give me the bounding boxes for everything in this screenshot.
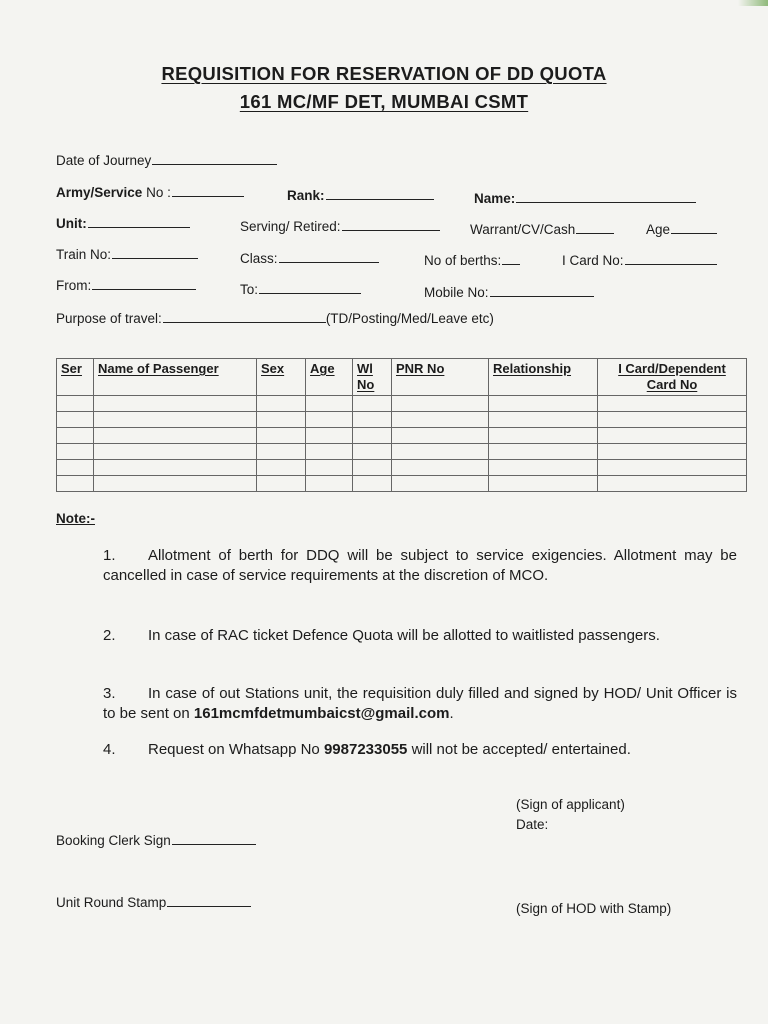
col-age: Age <box>306 359 353 396</box>
note-heading: Note:- <box>56 511 95 526</box>
no-of-berths-blank[interactable] <box>502 251 520 265</box>
class-field[interactable] <box>240 249 379 266</box>
purpose-label: Purpose of travel: <box>56 311 162 326</box>
class-label: Class: <box>240 251 278 266</box>
rank-label: Rank: <box>287 188 325 203</box>
serving-retired-blank[interactable] <box>342 217 440 231</box>
booking-clerk-label: Booking Clerk Sign <box>56 833 171 848</box>
train-no-blank[interactable] <box>112 245 198 259</box>
to-blank[interactable] <box>259 280 361 294</box>
icard-no-blank[interactable] <box>625 251 717 265</box>
name-field[interactable] <box>474 189 696 206</box>
form-title-line1: REQUISITION FOR RESERVATION OF DD QUOTA <box>161 63 607 84</box>
date-of-journey-blank[interactable] <box>152 151 277 165</box>
booking-clerk-blank[interactable] <box>172 831 256 845</box>
army-service-label: Army/Service <box>56 185 143 200</box>
col-relationship: Relationship <box>489 359 598 396</box>
mobile-no-label: Mobile No: <box>424 285 489 300</box>
unit-round-stamp-label: Unit Round Stamp <box>56 895 167 910</box>
to-field[interactable] <box>240 280 361 297</box>
train-no-label: Train No: <box>56 247 112 262</box>
serving-retired-field[interactable] <box>240 217 440 234</box>
col-pnr-no: PNR No <box>392 359 489 396</box>
note-item-3: 3. In case of out Stations unit, the requisition duly filled and signed by HOD/ Unit Officer is to be sent on 161mcmfdetmumbaicst@gmail.com. <box>103 685 737 722</box>
no-of-berths-label: No of berths: <box>424 253 502 268</box>
date-of-journey-label: Date of Journey <box>56 153 152 168</box>
mobile-no-field[interactable] <box>424 283 594 300</box>
col-sex: Sex <box>257 359 306 396</box>
class-blank[interactable] <box>279 249 379 263</box>
table-row[interactable] <box>57 460 747 476</box>
table-row[interactable] <box>57 444 747 460</box>
icard-no-field[interactable] <box>562 251 717 268</box>
note-item-1: 1. Allotment of berth for DDQ will be subject to service exigencies. Allotment may be cancelled in case of service requirements at the discretion of MCO. <box>103 547 737 584</box>
train-no-field[interactable] <box>56 245 198 262</box>
unit-field[interactable] <box>56 214 190 231</box>
rank-blank[interactable] <box>326 186 434 200</box>
warrant-blank[interactable] <box>576 220 614 234</box>
col-name-of-passenger: Name of Passenger <box>94 359 257 396</box>
form-title-line2: 161 MC/MF DET, MUMBAI CSMT <box>239 91 529 112</box>
name-label: Name: <box>474 191 516 206</box>
unit-label: Unit: <box>56 216 87 231</box>
age-field[interactable] <box>646 220 717 237</box>
serving-retired-label: Serving/ Retired: <box>240 219 341 234</box>
name-blank[interactable] <box>516 189 696 203</box>
army-no-blank[interactable] <box>172 183 244 197</box>
purpose-hint: (TD/Posting/Med/Leave etc) <box>325 311 494 326</box>
whatsapp-number: 9987233055 <box>323 741 408 758</box>
paper-corner-edge <box>738 0 768 6</box>
passenger-table <box>56 358 747 492</box>
to-label: To: <box>240 282 259 297</box>
from-blank[interactable] <box>92 276 196 290</box>
col-ser: Ser <box>57 359 94 396</box>
unit-round-stamp-field[interactable] <box>56 893 251 910</box>
no-label: No : <box>146 185 171 200</box>
age-blank[interactable] <box>671 220 717 234</box>
rank-field[interactable] <box>287 186 434 203</box>
note-item-2: 2. In case of RAC ticket Defence Quota will be allotted to waitlisted passengers. <box>103 627 660 644</box>
applicant-date-label: Date: <box>516 817 549 832</box>
sign-of-applicant-label: (Sign of applicant) <box>516 797 625 812</box>
purpose-of-travel-field[interactable] <box>56 309 494 326</box>
no-of-berths-field[interactable] <box>424 251 520 268</box>
table-row[interactable] <box>57 476 747 492</box>
col-card-no: I Card/Dependent Card No <box>598 359 747 396</box>
mobile-no-blank[interactable] <box>490 283 594 297</box>
date-of-journey-field[interactable] <box>56 151 277 168</box>
icard-no-label: I Card No: <box>562 253 624 268</box>
from-field[interactable] <box>56 276 196 293</box>
table-header-row <box>57 359 747 396</box>
age-label: Age <box>646 222 671 237</box>
col-wl-no: Wl No <box>353 359 392 396</box>
booking-clerk-sign-field[interactable] <box>56 831 256 848</box>
purpose-blank[interactable] <box>163 309 326 323</box>
sign-of-hod-label: (Sign of HOD with Stamp) <box>516 901 672 916</box>
from-label: From: <box>56 278 92 293</box>
unit-stamp-blank[interactable] <box>167 893 251 907</box>
note-item-4: 4. Request on Whatsapp No 9987233055 will not be accepted/ entertained. <box>103 741 631 758</box>
contact-email: 161mcmfdetmumbaicst@gmail.com <box>193 705 450 722</box>
army-service-no-field[interactable] <box>56 183 244 200</box>
table-row[interactable] <box>57 412 747 428</box>
warrant-field[interactable] <box>470 220 614 237</box>
table-row[interactable] <box>57 396 747 412</box>
warrant-label: Warrant/CV/Cash <box>470 222 576 237</box>
table-row[interactable] <box>57 428 747 444</box>
unit-blank[interactable] <box>88 214 190 228</box>
